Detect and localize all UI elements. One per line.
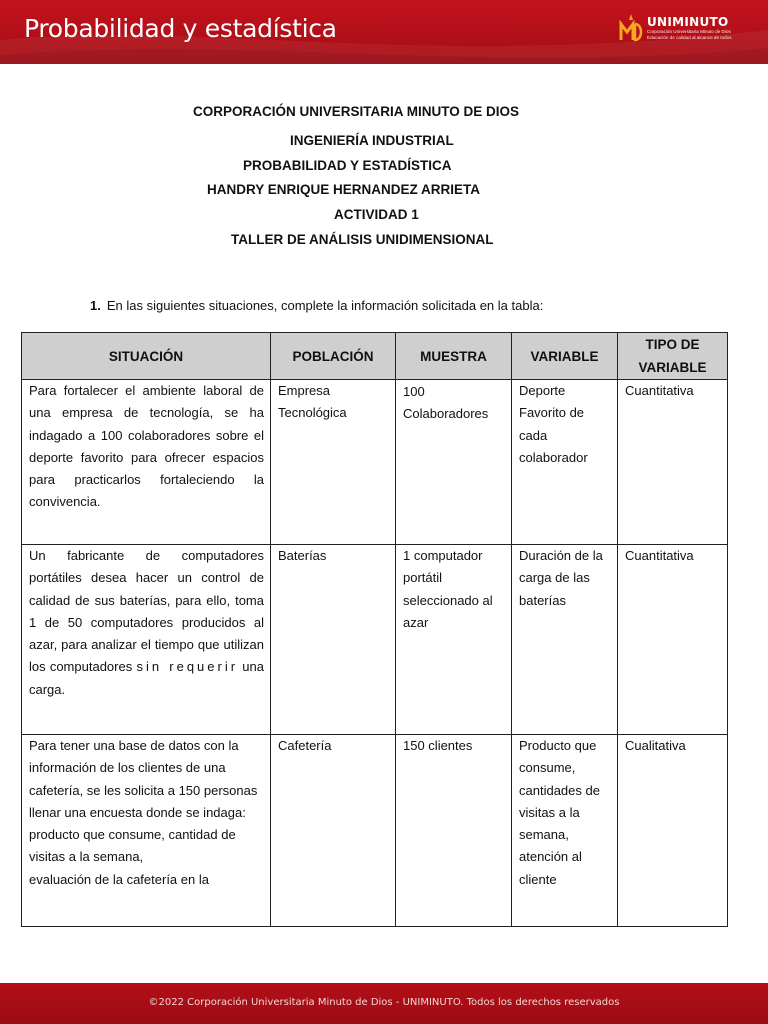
instruction-text: En las siguientes situaciones, complete la información solicitada en la tabla: xyxy=(106,298,544,313)
logo-mark-icon xyxy=(617,12,645,48)
header-institution: CORPORACIÓN UNIVERSITARIA MINUTO DE DIOS xyxy=(193,104,520,119)
cell-muestra xyxy=(396,380,512,545)
uniminuto-logo xyxy=(617,12,747,48)
cell-variable: Deporte Favorito de cada colaborador xyxy=(512,380,618,545)
instruction-number: 1. xyxy=(90,298,101,313)
header-program: INGENIERÍA INDUSTRIAL xyxy=(290,133,454,148)
logo-subtitle: Corporación Universitaria Minuto de Dios Educación de calidad al alcance de todos xyxy=(647,29,732,40)
cell-poblacion: Empresa Tecnológica xyxy=(271,380,396,545)
table-row xyxy=(22,380,728,545)
header-workshop: TALLER DE ANÁLISIS UNIDIMENSIONAL xyxy=(231,232,494,247)
cell-muestra: 150 clientes xyxy=(396,735,512,927)
top-banner xyxy=(0,0,768,64)
bottom-banner xyxy=(0,983,768,1024)
header-activity: ACTIVIDAD 1 xyxy=(334,207,419,222)
table-row xyxy=(22,735,728,927)
cell-situacion-text: Un fabricante de computadores portátiles desea hacer un control de calidad de sus baterías, para ello, toma 1 de 50 computadores producidos al azar, para analizar el tiempo que utilizan los computadores xyxy=(29,548,264,675)
cell-tipo-variable: Cuantitativa xyxy=(618,380,728,545)
column-header-muestra: MUESTRA xyxy=(396,333,512,380)
cell-situacion-text: Para tener una base de datos con la información de los clientes de una cafetería, se les solicita a 150 personas llenar una encuesta donde se indaga: producto que consume, cantidad de visitas a la semana, xyxy=(29,738,258,865)
cell-poblacion: Baterías xyxy=(271,545,396,735)
table-row xyxy=(22,545,728,735)
instruction xyxy=(90,298,543,313)
cell-situacion-end: evaluación de la cafetería en la xyxy=(29,871,209,887)
cell-situacion-end: una carga. xyxy=(29,659,264,697)
cell-situacion: Para fortalecer el ambiente laboral de una empresa de tecnología, se ha indagado a 100 colaboradores sobre el deporte favorito para ofrecer espacios para practicarlos fortaleciendo la convivencia. xyxy=(22,380,271,545)
cell-variable: Producto que consume, cantidades de visitas a la semana, atención al cliente xyxy=(512,735,618,927)
header-course: PROBABILIDAD Y ESTADÍSTICA xyxy=(243,158,452,173)
footer-copyright: ©2022 Corporación Universitaria Minuto de Dios - UNIMINUTO. Todos los derechos reservados xyxy=(148,997,620,1008)
column-header-tipo-variable: TIPO DE VARIABLE xyxy=(618,333,728,380)
analysis-table xyxy=(21,332,728,927)
banner-title: Probabilidad y estadística xyxy=(24,14,337,43)
column-header-situacion: SITUACIÓN xyxy=(22,333,271,380)
header-student: HANDRY ENRIQUE HERNANDEZ ARRIETA xyxy=(207,182,481,197)
column-header-poblacion: POBLACIÓN xyxy=(271,333,396,380)
table-header-row xyxy=(22,333,728,380)
cell-situacion xyxy=(22,735,271,927)
cell-muestra-text: 100 Colaboradores xyxy=(403,384,489,422)
cell-poblacion: Cafetería xyxy=(271,735,396,927)
cell-situacion xyxy=(22,545,271,735)
cell-situacion-spaced: sin requerir xyxy=(136,659,239,675)
cell-tipo-variable: Cualitativa xyxy=(618,735,728,927)
logo-name: UNIMINUTO xyxy=(647,15,729,29)
cell-variable: Duración de la carga de las baterías xyxy=(512,545,618,735)
cell-tipo-variable: Cuantitativa xyxy=(618,545,728,735)
cell-muestra: 1 computador portátil seleccionado al azar xyxy=(396,545,512,735)
column-header-variable: VARIABLE xyxy=(512,333,618,380)
